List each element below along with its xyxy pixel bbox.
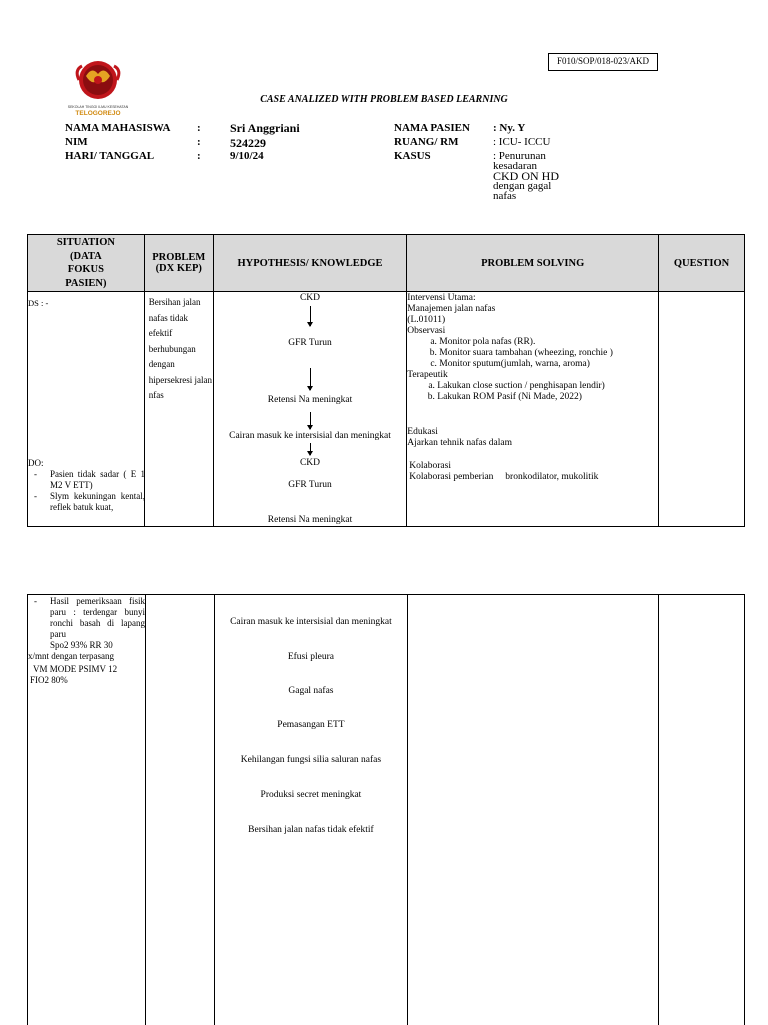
table-header-row xyxy=(28,235,745,292)
arrow-down-icon xyxy=(310,368,311,390)
table-row xyxy=(28,292,745,527)
value-nama-mahasiswa: Sri Anggriani xyxy=(230,121,300,136)
list-item: b. Lakukan ROM Pasif (Ni Made, 2022) xyxy=(437,392,658,403)
situation-cell: - Hasil pemeriksaan fisik paru : terdengar bunyi ronchi basah di lapang paru Spo2 93% RR 30 x/mnt dengan terpasang VM MODE PSIMV 12 FIO2 80% xyxy=(28,595,146,1025)
problem-cell xyxy=(144,292,213,527)
value-hari-tanggal: 9/10/24 xyxy=(230,150,264,162)
header-problem: PROBLEM (DX KEP) xyxy=(144,235,213,292)
do-list xyxy=(28,469,145,513)
label-hari-tanggal: HARI/ TANGGAL xyxy=(65,150,154,162)
arrow-down-icon xyxy=(310,443,311,455)
label-nama-pasien: NAMA PASIEN xyxy=(394,122,470,134)
label-ruang: RUANG/ RM xyxy=(394,136,458,148)
list-item: - Hasil pemeriksaan fisik paru : terdengar bunyi ronchi basah di lapang paru xyxy=(28,596,145,640)
question-cell xyxy=(659,292,745,527)
value-nim: 524229 xyxy=(230,136,266,151)
hypothesis-step: Cairan masuk ke intersisial dan meningkat xyxy=(214,431,407,441)
svg-text:SEKOLAH TINGGI ILMU KESEHATAN: SEKOLAH TINGGI ILMU KESEHATAN xyxy=(68,105,129,109)
hypothesis-step: Efusi pleura xyxy=(215,652,407,662)
question-cell xyxy=(659,595,745,1025)
list-item: c. Monitor sputum(jumlah, warna, aroma) xyxy=(439,359,658,370)
hypothesis-step: GFR Turun xyxy=(214,480,407,490)
hypothesis-step: Gagal nafas xyxy=(215,686,407,696)
header-situation: SITUATION (DATA FOKUS PASIEN) xyxy=(28,235,145,292)
problem-solving-cell xyxy=(408,595,659,1025)
ds-text: DS : - xyxy=(28,298,48,309)
colon: : xyxy=(197,136,201,148)
hypothesis-cell xyxy=(214,595,407,1025)
hypothesis-cell xyxy=(213,292,407,527)
value-nama-pasien: : Ny. Y xyxy=(493,122,525,134)
header-hypothesis: HYPOTHESIS/ KNOWLEDGE xyxy=(213,235,407,292)
hypothesis-step: GFR Turun xyxy=(214,338,407,348)
list-item: b. Monitor suara tambahan (wheezing, ronchie ) xyxy=(439,348,658,359)
form-code: F010/SOP/018-023/AKD xyxy=(548,53,658,71)
list-item: - Slym kekuningan kental, reflek batuk kuat, xyxy=(28,491,145,513)
hypothesis-step: Kehilangan fungsi silia saluran nafas xyxy=(215,755,407,765)
table-row xyxy=(28,595,745,1025)
hypothesis-step: Produksi secret meningkat xyxy=(215,790,407,800)
situation-cell xyxy=(28,292,145,527)
list-item: - Pasien tidak sadar ( E 1 M2 V ETT) xyxy=(28,469,145,491)
page-title: CASE ANALIZED WITH PROBLEM BASED LEARNING xyxy=(0,94,768,105)
arrow-down-icon xyxy=(310,412,311,429)
list-item: a. Lakukan close suction / penghisapan lendir) xyxy=(437,381,658,392)
arrow-down-icon xyxy=(310,306,311,326)
hypothesis-step: Pemasangan ETT xyxy=(215,720,407,730)
list-item: a. Monitor pola nafas (RR). xyxy=(439,337,658,348)
hypothesis-step: Bersihan jalan nafas tidak efektif xyxy=(215,825,407,835)
institution-logo xyxy=(65,57,131,117)
hypothesis-step: Cairan masuk ke intersisial dan meningkat xyxy=(215,617,407,627)
hypothesis-step: Retensi Na meningkat xyxy=(214,395,407,405)
label-nim: NIM xyxy=(65,136,88,148)
hypothesis-step: CKD xyxy=(214,458,407,468)
colon: : xyxy=(197,122,201,134)
problem-solving-cell: Intervensi Utama: Manajemen jalan nafas (L.01011) Observasi a. Monitor pola nafas (RR). b. Monitor suara tambahan (wheezing, ronchie ) c. Monitor sputum(jumlah, warna, aroma) Terapeutik a. Lakukan close suction / penghisapan lendir) b. Lakukan ROM Pasif (Ni Made, 2022) Edukasi Ajarkan tehnik nafas dalam Kolaborasi Kolaborasi pemberian bronkodilator, mukolitik xyxy=(407,292,659,527)
do-label: DO: xyxy=(28,458,145,469)
pbl-table xyxy=(27,234,745,527)
problem-text: Bersihan jalan nafas tidak efektif berhubungan dengan hipersekresi jalan nfas xyxy=(145,292,213,404)
svg-text:TELOGOREJO: TELOGOREJO xyxy=(75,110,120,117)
label-nama-mahasiswa: NAMA MAHASISWA xyxy=(65,122,170,134)
problem-cell xyxy=(146,595,215,1025)
label-kasus: KASUS xyxy=(394,150,431,162)
header-question: QUESTION xyxy=(659,235,745,292)
hypothesis-step: Retensi Na meningkat xyxy=(214,515,407,525)
colon: : xyxy=(197,150,201,162)
pbl-table-continued xyxy=(27,594,745,1025)
hypothesis-step: CKD xyxy=(214,293,407,303)
value-ruang: : ICU- ICCU xyxy=(493,136,550,148)
value-kasus: : Penurunan kesadaran CKD ON HD dengan gagal nafas xyxy=(493,151,573,201)
header-problem-solving: PROBLEM SOLVING xyxy=(407,235,659,292)
